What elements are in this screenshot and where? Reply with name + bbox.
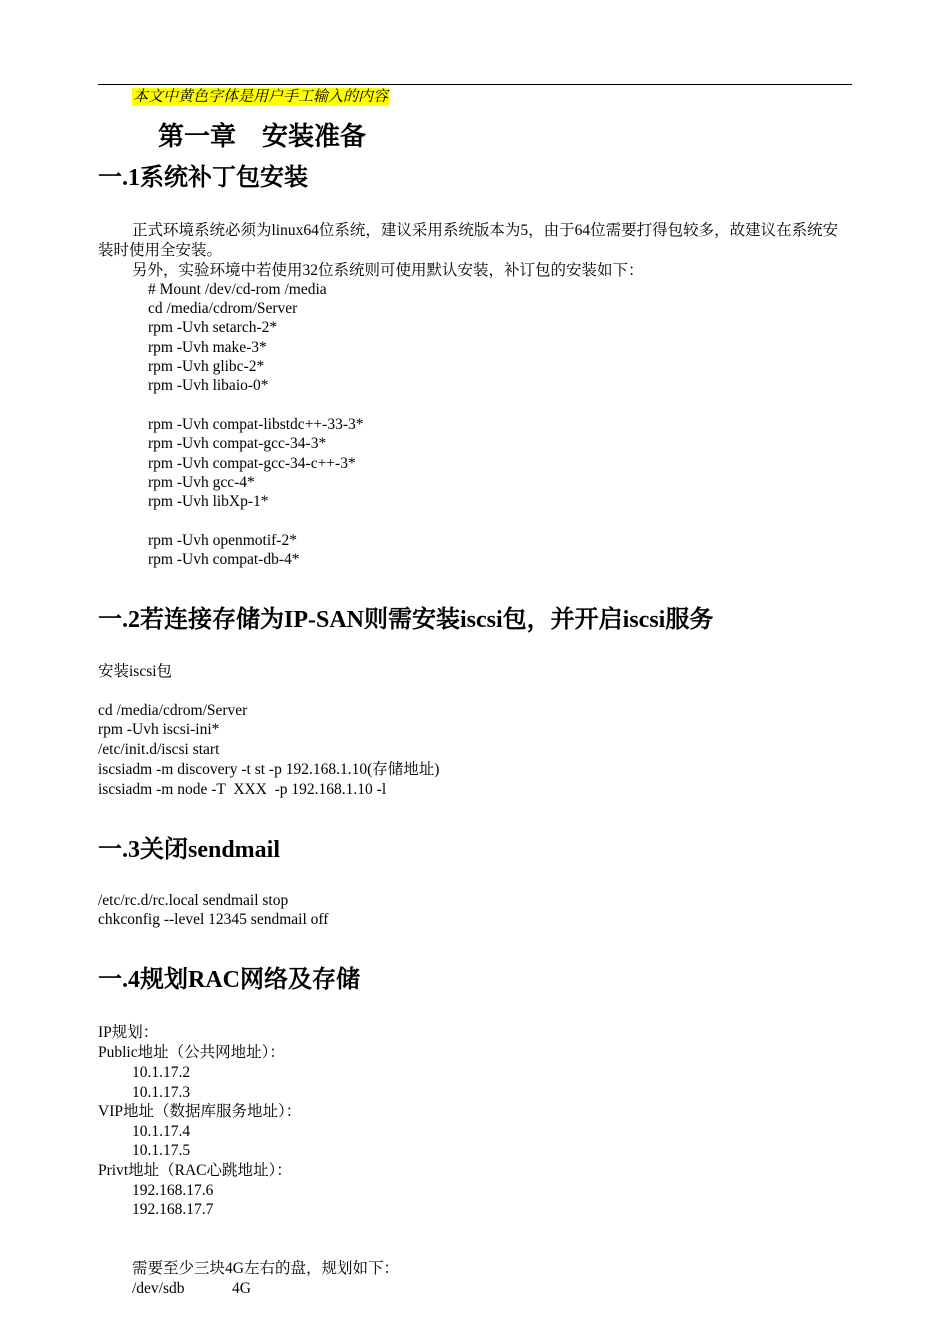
command-line: /etc/rc.d/rc.local sendmail stop (98, 892, 289, 909)
section-heading-3: 一.3关闭sendmail (98, 837, 281, 863)
command-line: rpm -Uvh compat-libstdc++-33-3* (148, 416, 364, 433)
command-line: rpm -Uvh gcc-4* (148, 474, 255, 491)
command-line: cd /media/cdrom/Server (148, 300, 298, 317)
section-intro: 安装iscsi包 (98, 663, 173, 680)
ip-plan-title: IP规划： (98, 1024, 159, 1041)
yellow-highlight-note: 本文中黄色字体是用户手工输入的内容 (133, 89, 389, 105)
ip-address: 10.1.17.4 (132, 1123, 191, 1140)
command-line: rpm -Uvh libaio-0* (148, 377, 269, 394)
paragraph-2: 另外，实验环境中若使用32位系统则可使用默认安装，补订包的安装如下： (132, 262, 644, 279)
vip-label: VIP地址（数据库服务地址）： (98, 1103, 302, 1120)
section-heading-1: 一.1系统补丁包安装 (98, 165, 308, 191)
ip-address: 10.1.17.3 (132, 1084, 191, 1101)
command-line: rpm -Uvh openmotif-2* (148, 532, 297, 549)
command-line: chkconfig --level 12345 sendmail off (98, 911, 329, 928)
ip-address: 10.1.17.2 (132, 1064, 191, 1081)
ip-address: 10.1.17.5 (132, 1142, 191, 1159)
ip-address: 192.168.17.7 (132, 1201, 214, 1218)
command-line: rpm -Uvh compat-gcc-34-3* (148, 435, 327, 452)
command-line: /etc/init.d/iscsi start (98, 741, 220, 758)
command-line: iscsiadm -m discovery -t st -p 192.168.1.10(存储地址) (98, 761, 440, 778)
disk-size: 4G (232, 1280, 251, 1297)
ip-address: 192.168.17.6 (132, 1182, 214, 1199)
privt-label: Privt地址（RAC心跳地址）： (98, 1162, 292, 1179)
command-line: rpm -Uvh compat-db-4* (148, 551, 300, 568)
command-line: rpm -Uvh glibc-2* (148, 358, 265, 375)
command-line: iscsiadm -m node -T XXX -p 192.168.1.10 -l (98, 781, 387, 798)
paragraph-1: 正式环境系统必须为linux64位系统，建议采用系统版本为5，由于64位需要打得包较多，故建议在系统安装时使用全安装。 (98, 222, 839, 259)
public-label: Public地址（公共网地址）： (98, 1044, 285, 1061)
disk-intro: 需要至少三块4G左右的盘，规划如下： (132, 1260, 399, 1277)
disk-name: /dev/sdb (132, 1280, 185, 1297)
chapter-title: 第一章 安装准备 (158, 122, 367, 151)
command-line: rpm -Uvh iscsi-ini* (98, 721, 220, 738)
command-line: rpm -Uvh setarch-2* (148, 319, 278, 336)
command-line: cd /media/cdrom/Server (98, 702, 248, 719)
command-line: rpm -Uvh libXp-1* (148, 493, 269, 510)
header-rule (98, 84, 852, 85)
section-heading-4: 一.4规划RAC网络及存储 (98, 967, 360, 993)
command-line: rpm -Uvh compat-gcc-34-c++-3* (148, 455, 356, 472)
section-heading-2: 一.2若连接存储为IP-SAN则需安装iscsi包，并开启iscsi服务 (98, 607, 714, 633)
command-line: # Mount /dev/cd-rom /media (148, 281, 327, 298)
command-line: rpm -Uvh make-3* (148, 339, 267, 356)
